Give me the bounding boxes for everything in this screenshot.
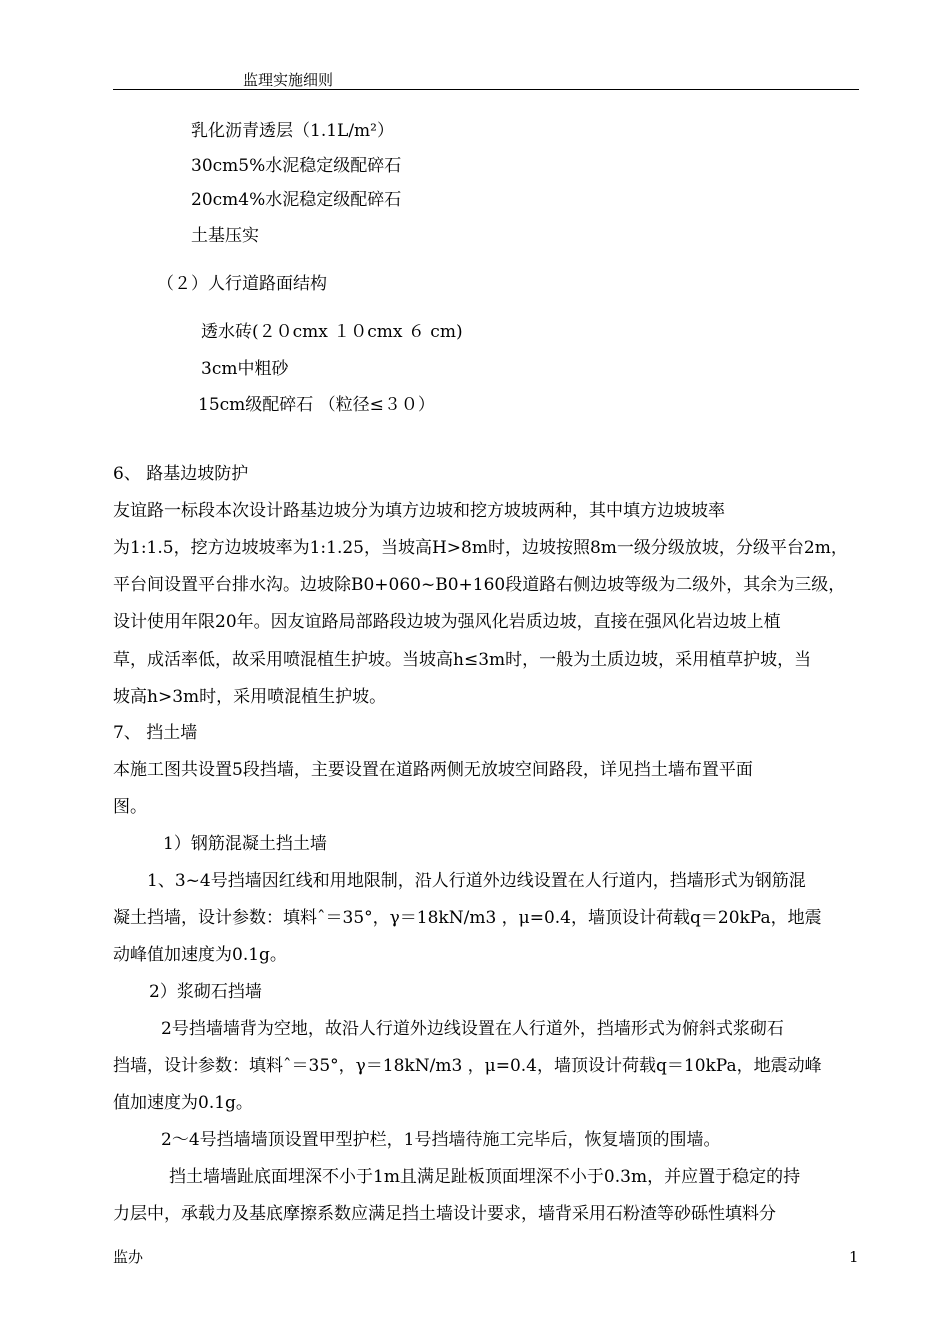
header-rule <box>113 89 859 90</box>
section6-para-line: 为1:1.5，挖方边坡坡率为1:1.25，当坡高H>8m时，边坡按照8m一级分级放坡，分级平台2m， <box>113 538 848 558</box>
page-number: 1 <box>849 1248 859 1266</box>
sub1-para-line: 凝土挡墙，设计参数：填料ˆ＝35°，γ＝18kN/m3 ，μ=0.4，墙顶设计荷载q＝20kPa，地震 <box>113 908 822 928</box>
section7-intro-line: 图。 <box>113 797 147 817</box>
sub1-para-line: 1、3~4号挡墙因红线和用地限制，沿人行道外边线设置在人行道内，挡墙形式为钢筋混 <box>147 871 806 891</box>
note2-line: 力层中，承载力及基底摩擦系数应满足挡土墙设计要求，墙背采用石粉渣等砂砾性填料分 <box>113 1204 776 1224</box>
structure1-line: 土基压实 <box>191 226 259 246</box>
note2-line: 挡土墙墙趾底面埋深不小于1m且满足趾板顶面埋深不小于0.3m，并应置于稳定的持 <box>169 1167 801 1187</box>
footer-left: 监办 <box>113 1248 144 1266</box>
section6-para-line: 平台间设置平台排水沟。边坡除B0+060~B0+160段道路右侧边坡等级为二级外，其余为三级， <box>113 575 846 595</box>
sub2-para-line: 2号挡墙墙背为空地，故沿人行道外边线设置在人行道外，挡墙形式为俯斜式浆砌石 <box>161 1019 784 1039</box>
sub1-para-line: 动峰值加速度为0.1g。 <box>113 945 287 965</box>
structure2-line: 15cm级配碎石 （粒径≤３０） <box>198 395 435 415</box>
structure2-line: 透水砖(２０cmx １０cmx ６ cm) <box>201 322 463 342</box>
section7-heading: 7、 挡土墙 <box>113 723 198 743</box>
note1-line: 2～4号挡墙墙顶设置甲型护栏，1号挡墙待施工完毕后，恢复墙顶的围墙。 <box>161 1130 721 1150</box>
structure2-line: 3cm中粗砂 <box>201 359 289 379</box>
section6-para-line: 设计使用年限20年。因友谊路局部路段边坡为强风化岩质边坡，直接在强风化岩边坡上植 <box>113 612 781 632</box>
section6-para-line: 草，成活率低，故采用喷混植生护坡。当坡高h≤3m时，一般为土质边坡，采用植草护坡，当 <box>113 650 812 670</box>
structure1-line: 20cm4%水泥稳定级配碎石 <box>191 190 402 210</box>
structure1-line: 乳化沥青透层（1.1L/m²） <box>191 121 394 141</box>
section6-para-line: 坡高h>3m时，采用喷混植生护坡。 <box>113 687 387 707</box>
sub2-heading: 2）浆砌石挡墙 <box>149 982 262 1002</box>
structure1-line: 30cm5%水泥稳定级配碎石 <box>191 156 402 176</box>
section6-para-line: 友谊路一标段本次设计路基边坡分为填方边坡和挖方坡坡两种，其中填方边坡坡率 <box>113 501 725 521</box>
section7-intro-line: 本施工图共设置5段挡墙，主要设置在道路两侧无放坡空间路段，详见挡土墙布置平面 <box>113 760 753 780</box>
sub1-heading: 1）钢筋混凝土挡土墙 <box>163 834 327 854</box>
structure2-heading: （２）人行道路面结构 <box>157 274 327 294</box>
section6-heading: 6、 路基边坡防护 <box>113 464 249 484</box>
sub2-para-line: 值加速度为0.1g。 <box>113 1093 253 1113</box>
sub2-para-line: 挡墙，设计参数：填料ˆ＝35°，γ＝18kN/m3 ，μ=0.4，墙顶设计荷载q＝10kPa，地震动峰 <box>113 1056 822 1076</box>
header-title: 监理实施细则 <box>243 71 334 89</box>
